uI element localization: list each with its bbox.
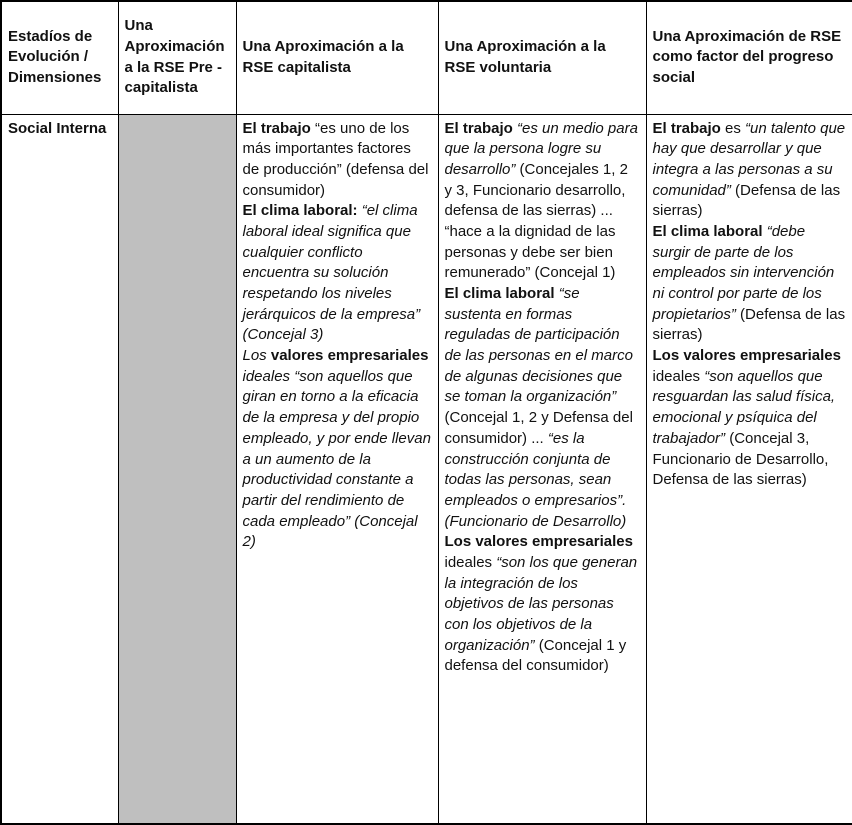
header-cell-rse-capitalista: Una Aproximación a la RSE capitalista — [236, 1, 438, 114]
table-header-row — [1, 1, 852, 114]
header-cell-estadios-dimensiones: Estadíos de Evolución / Dimensiones — [1, 1, 118, 114]
cell-capitalista-content: El trabajo “es uno de los más importantes factores de producción” (defensa del consumidor) El clima laboral: “el clima laboral ideal significa que cualquier conflicto encuentra su solución respetando los niveles jerárquicos de la empresa” (Concejal 3) Los valores empresariales ideales “son aquellos que giran en torno a la eficacia de la empresa y del propio empleado, y por ende llevan a un aumento de la productividad constante a partir del rendimiento de cada empleado” (Concejal 2) — [236, 114, 438, 824]
row-label-social-interna: Social Interna — [1, 114, 118, 824]
header-cell-rse-progreso-social: Una Aproximación de RSE como factor del progreso social — [646, 1, 852, 114]
cell-precapitalista-shaded-empty — [118, 114, 236, 824]
table-body-row-social-interna — [1, 114, 852, 824]
header-cell-rse-voluntaria: Una Aproximación a la RSE voluntaria — [438, 1, 646, 114]
cell-progreso-social-content: El trabajo es “un talento que hay que desarrollar y que integra a las personas a su comunidad” (Defensa de las sierras) El clima laboral “debe surgir de parte de los empleados sin intervención ni control por parte de los propietarios” (Defensa de las sierras) Los valores empresariales ideales “son aquellos que resguardan las salud física, emocional y psíquica del trabajador” (Concejal 3, Funcionario de Desarrollo, Defensa de las sierras) — [646, 114, 852, 824]
cell-voluntaria-content: El trabajo “es un medio para que la persona logre su desarrollo” (Concejales 1, 2 y 3, Funcionario desarrollo, defensa de las sierras) ... “hace a la dignidad de las personas y debe ser bien remunerado” (Concejal 1) El clima laboral “se sustenta en formas reguladas de participación de las personas en el marco de algunas decisiones que se toman la organización” (Concejal 1, 2 y Defensa del consumidor) ... “es la construcción conjunta de todas las personas, sean empleados o empresarios”. (Funcionario de Desarrollo) Los valores empresariales ideales “son los que generan la integración de los objetivos de las personas con los objetivos de la organización” (Concejal 1 y defensa del consumidor) — [438, 114, 646, 824]
header-cell-rse-precapitalista: Una Aproximación a la RSE Pre - capitalista — [118, 1, 236, 114]
